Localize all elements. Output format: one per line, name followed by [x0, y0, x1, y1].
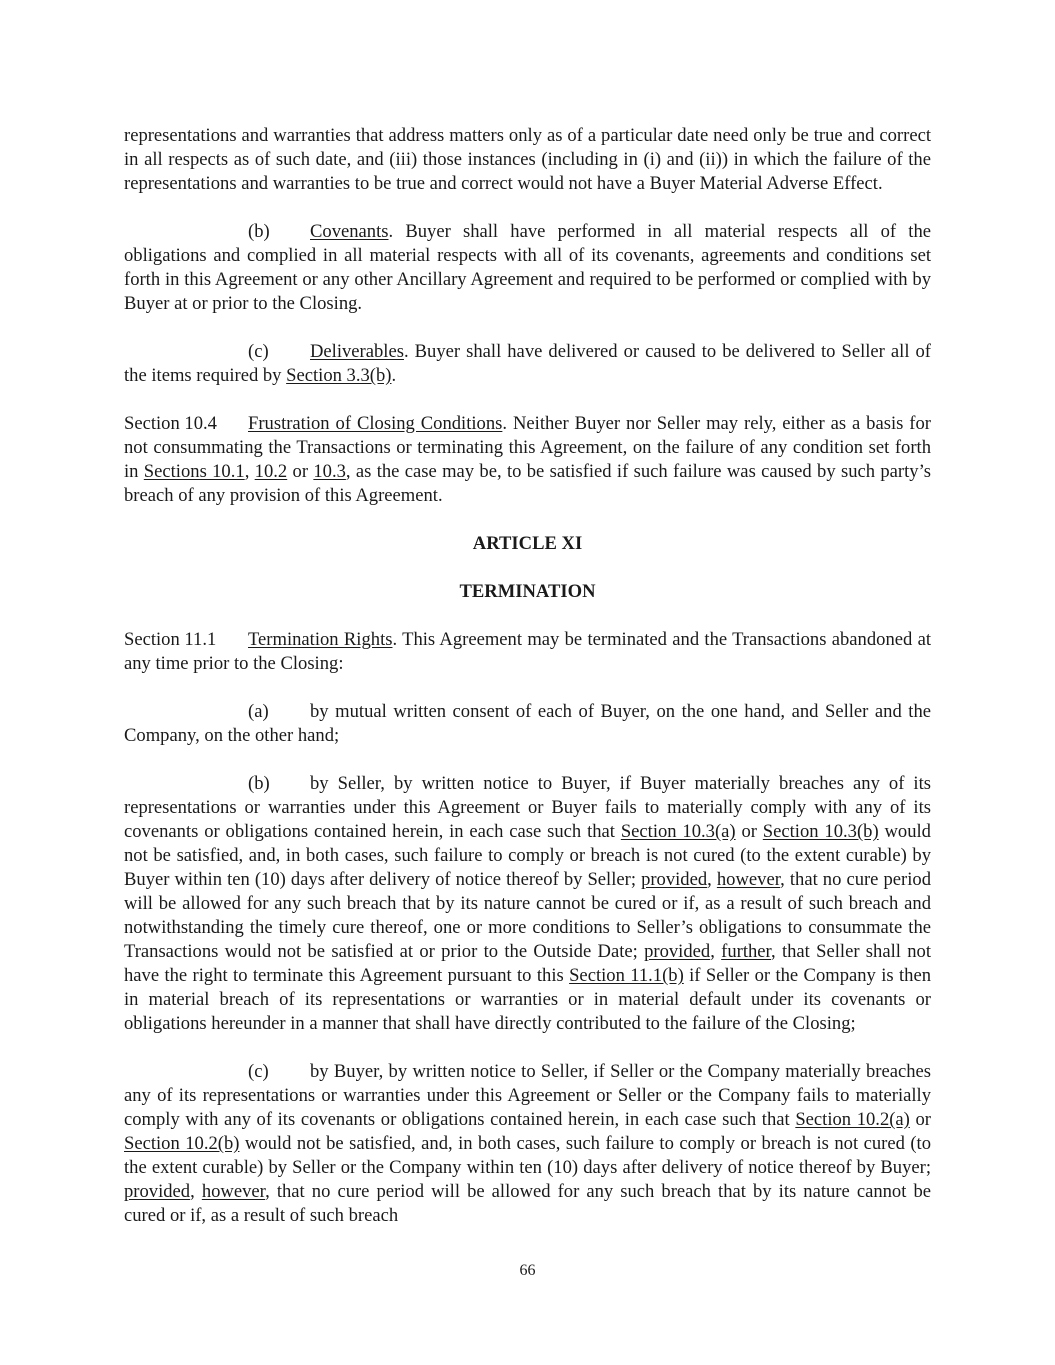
defined-term: provided	[644, 941, 711, 962]
clause-text: would not be satisfied, and, in both cases, such failure to comply or breach is not cured (to the extent curable) by Buyer within ten (10) days after delivery of notice thereof by Seller;	[124, 821, 931, 890]
separator: or	[287, 461, 314, 482]
defined-term: provided	[124, 1181, 191, 1202]
clause-11-1-c	[124, 1060, 931, 1228]
clause-10-3-b	[124, 220, 931, 316]
clause-label: (a)	[248, 701, 269, 722]
cross-reference: Section 10.3(a)	[620, 821, 736, 842]
defined-term: further	[721, 941, 771, 962]
clause-title: Deliverables	[310, 341, 404, 362]
clause-text: by mutual written consent of each of Buyer, on the one hand, and Seller and the Company, on the other hand;	[124, 701, 931, 746]
section-11-1	[124, 628, 931, 676]
section-text: . Neither Buyer nor Seller may rely, either as a basis for not consummating the Transactions or terminating this Agreement, on the failure of any condition set forth in	[124, 413, 931, 482]
page-number: 66	[519, 1262, 536, 1279]
section-10-4	[124, 412, 931, 508]
clause-label: (c)	[248, 1061, 269, 1082]
clause-text: . Buyer shall have delivered or caused to be delivered to Seller all of the items required by	[124, 341, 931, 386]
cross-reference: 10.3	[313, 461, 346, 482]
cross-reference: Section 10.3(b)	[762, 821, 879, 842]
clause-text: . Buyer shall have performed in all material respects all of the obligations and complied in all material respects with all of its covenants, agreements and conditions set forth in this Agreement or any other Ancillary Agreement and required to be performed or complied with by Buyer at or prior to the Closing.	[124, 221, 931, 314]
clause-text: or	[735, 821, 763, 842]
defined-term: provided	[641, 869, 708, 890]
defined-term: however	[716, 869, 781, 890]
clause-text: or	[909, 1109, 931, 1130]
clause-label: (b)	[248, 773, 270, 794]
clause-text: , that Seller shall not have the right to terminate this Agreement pursuant to this	[124, 941, 931, 986]
separator: ,	[244, 461, 255, 482]
cross-reference: Section 10.2(a)	[795, 1109, 910, 1130]
clause-text: ,	[710, 941, 722, 962]
article-title: TERMINATION	[459, 581, 596, 602]
section-text: , as the case may be, to be satisfied if such failure was caused by such party’s breach of any provision of this Agreement.	[124, 461, 931, 506]
clause-text: by Seller, by written notice to Buyer, if Buyer materially breaches any of its representations or warranties under this Agreement or Buyer fails to materially comply with any of its covenants or obligations contained herein, in each case such that	[124, 773, 931, 842]
clause-title: Covenants	[310, 221, 389, 242]
clause-label: (c)	[248, 341, 269, 362]
section-number: Section 11.1	[124, 629, 217, 650]
clause-11-1-b	[124, 772, 931, 1036]
clause-text: by Buyer, by written notice to Seller, if Seller or the Company materially breaches any of its representations or warranties under this Agreement or Seller or the Company fails to materially comply with any of its covenants or obligations contained herein, in each case such that	[124, 1061, 931, 1130]
document-page	[124, 124, 931, 1252]
cross-reference: 10.2	[254, 461, 288, 482]
cross-reference: Section 10.2(b)	[124, 1133, 240, 1154]
clause-text: if Seller or the Company is then in material breach of its representations or warranties or in material default under its covenants or obligations hereunder in a manner that shall have directly contributed to the failure of the Closing;	[124, 965, 931, 1034]
clause-text: , that no cure period will be allowed for any such breach that by its nature cannot be cured or if, as a result of such breach	[124, 1181, 931, 1226]
section-text: . This Agreement may be terminated and the Transactions abandoned at any time prior to the Closing:	[124, 629, 932, 674]
cross-reference: Sections 10.1	[143, 461, 245, 482]
clause-text: ,	[190, 1181, 202, 1202]
clause-label: (b)	[248, 221, 270, 242]
clause-10-3-c	[124, 340, 931, 388]
article-number: ARTICLE XI	[472, 533, 583, 554]
cross-reference: Section 3.3(b)	[286, 365, 392, 386]
section-number: Section 10.4	[124, 413, 217, 434]
clause-text: would not be satisfied, and, in both cases, such failure to comply or breach is not cured (to the extent curable) by Seller or the Company within ten (10) days after delivery of notice thereof by Buyer;	[124, 1133, 931, 1178]
clause-11-1-a	[124, 700, 931, 748]
clause-text: .	[391, 365, 397, 386]
clause-text: ,	[707, 869, 717, 890]
paragraph-continuation: representations and warranties that address matters only as of a particular date need only be true and correct in all respects as of such date, and (iii) those instances (including in (i) and (ii)) in which the failure of the representations and warranties to be true and correct would not have a Buyer Material Adverse Effect.	[124, 125, 931, 194]
section-title: Frustration of Closing Conditions	[248, 413, 503, 434]
clause-text: , that no cure period will be allowed for any such breach that by its nature cannot be cured or if, as a result of such breach and notwithstanding the timely cure thereof, one or more conditions to Seller’s obligations to consummate the Transactions would not be satisfied at or prior to the Outside Date;	[124, 869, 931, 962]
defined-term: however	[201, 1181, 266, 1202]
section-title: Termination Rights	[248, 629, 393, 650]
cross-reference: Section 11.1(b)	[569, 965, 684, 986]
